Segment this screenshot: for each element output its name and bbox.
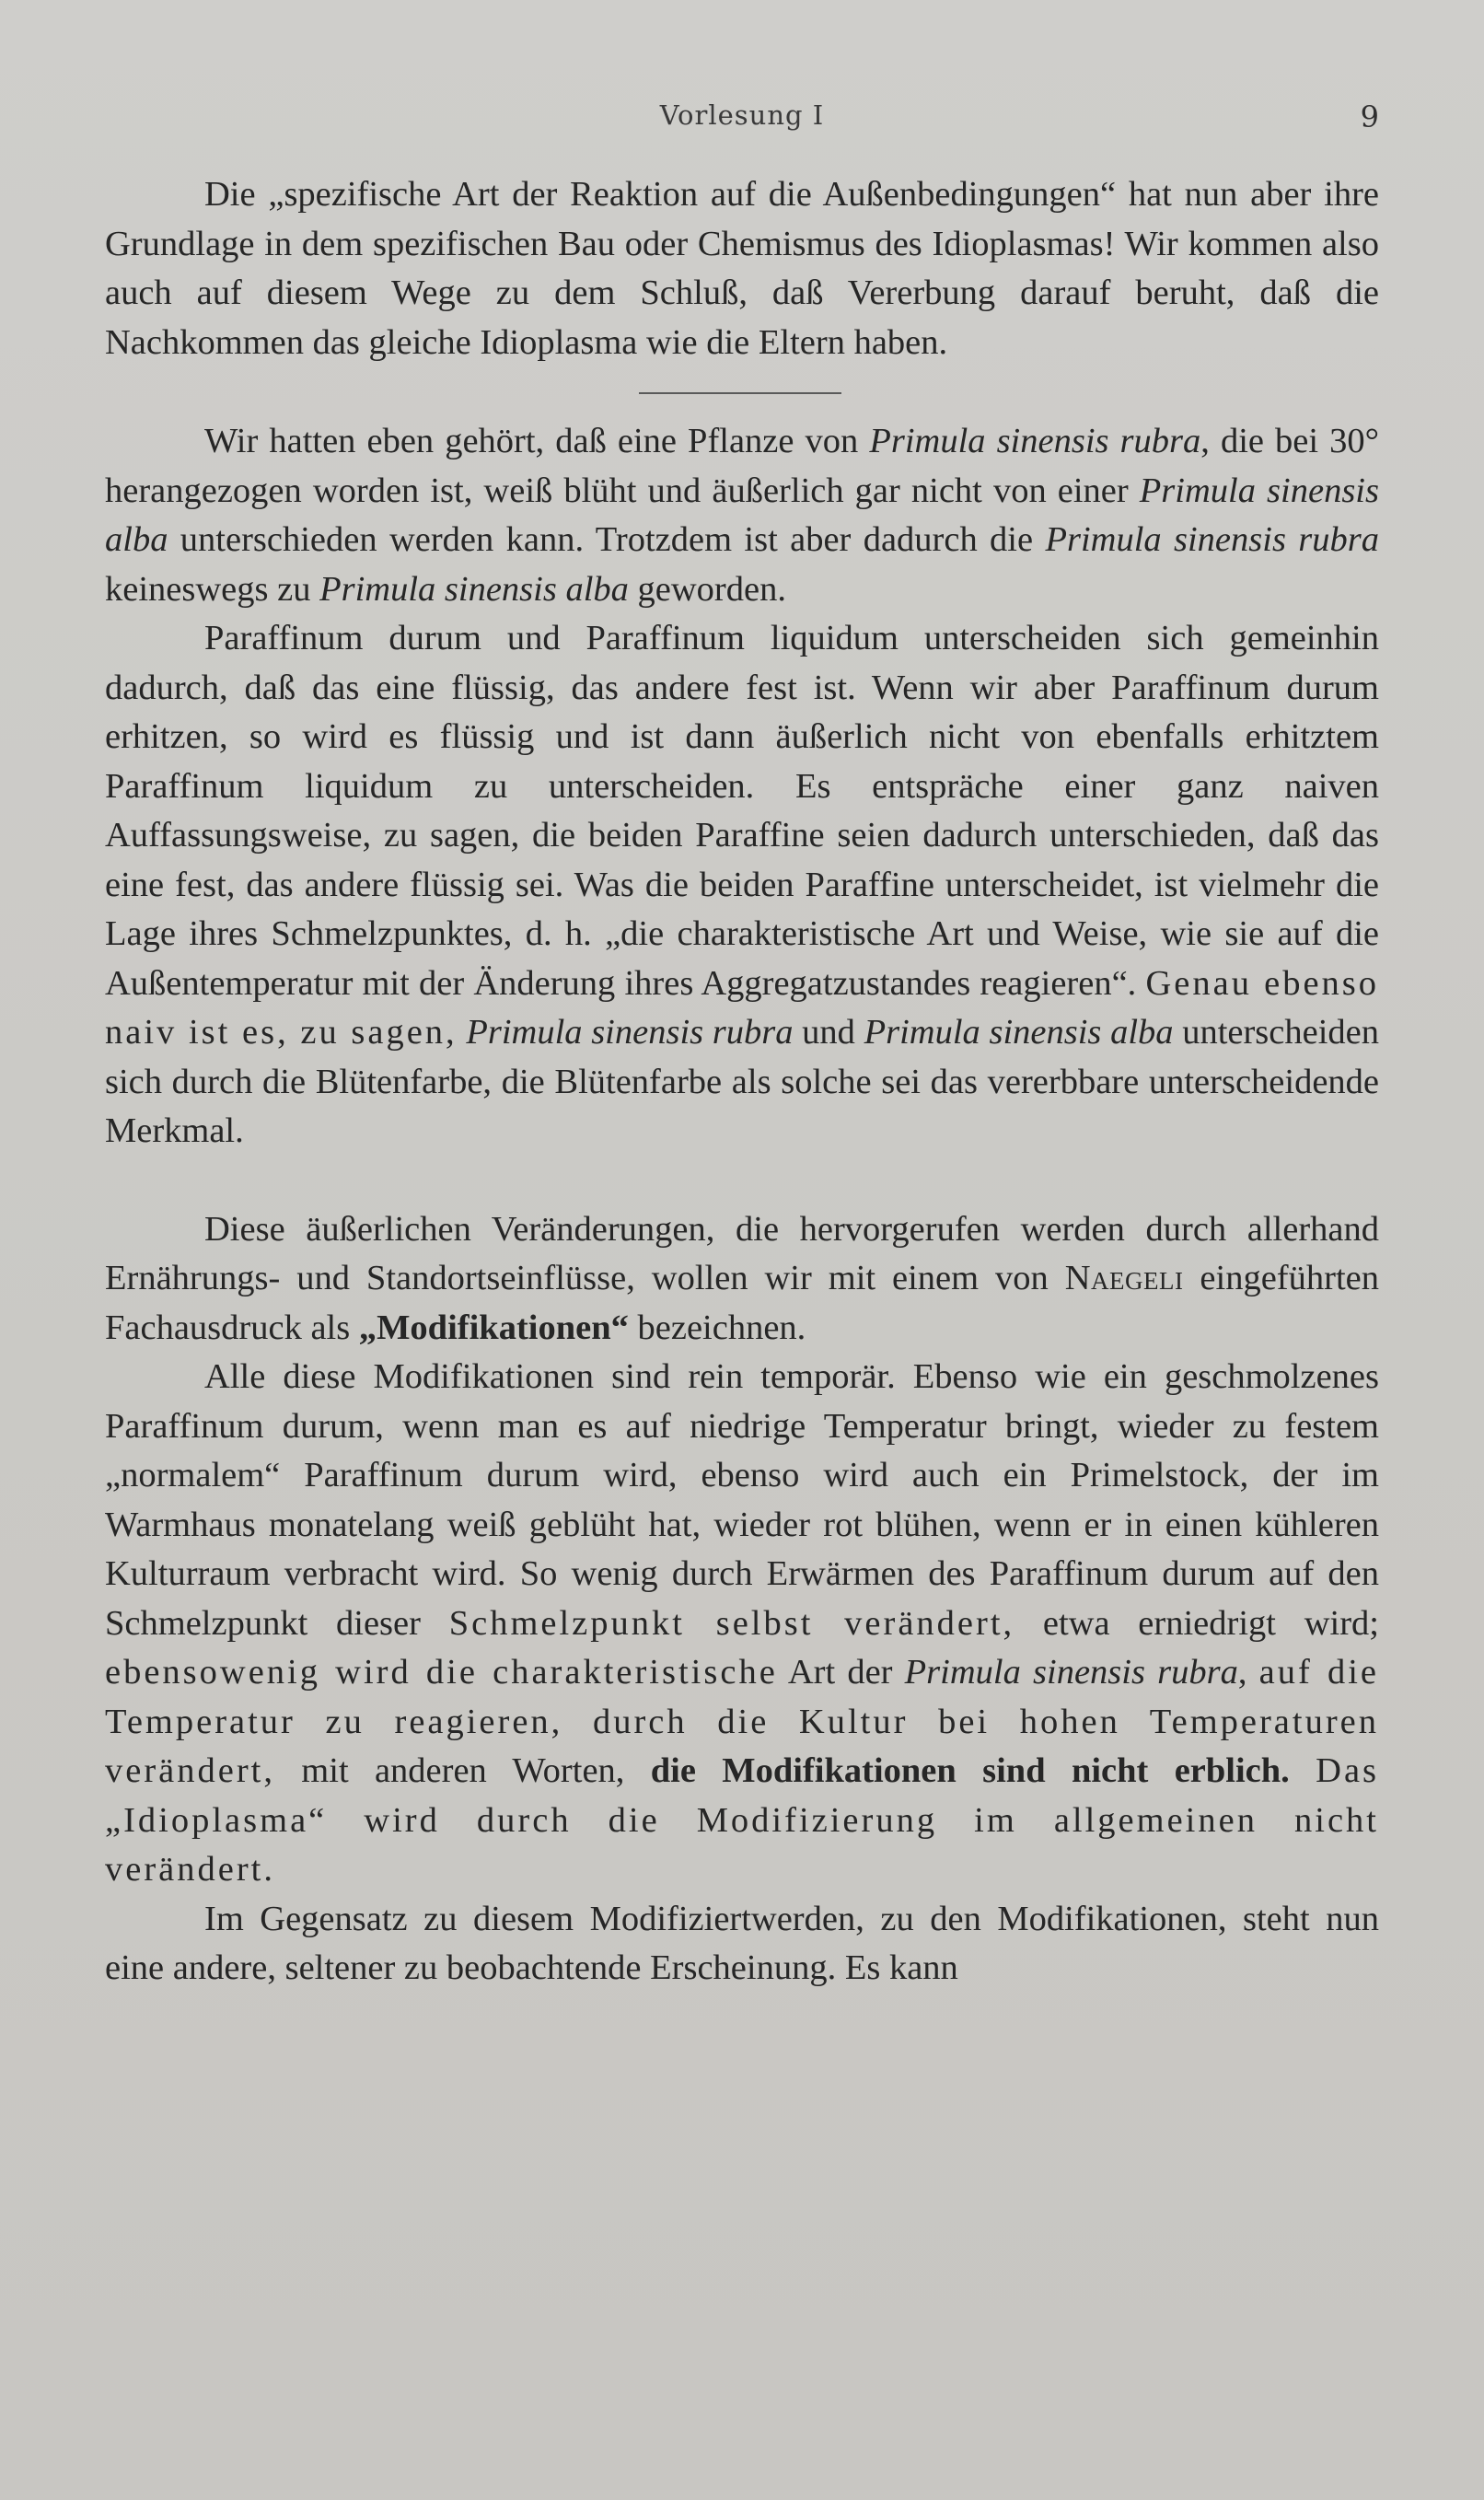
p4-author-name: Naegeli	[1064, 1259, 1184, 1297]
running-head: Vorlesung I	[659, 99, 825, 131]
p3-species-alba: Primula sinensis alba	[864, 1013, 1174, 1052]
divider-rule	[639, 392, 841, 394]
paragraph-4	[105, 1205, 1379, 1354]
p5-text-a: Alle diese Modifikationen sind rein temporär. Ebenso wie ein geschmolzenes Paraffinum durum, wenn man es auf niedrige Temperatur bringt, wieder zu festem „normalem“ Paraffinum durum wird, ebenso wird auch ein Primelstock, der im Warmhaus monatelang weiß geblüht hat, wieder rot blühen, wenn er in einen kühleren Kulturraum verbracht wird. So wenig durch Erwärmen des Paraffinum durum auf den Schmelzpunkt dieser	[105, 1357, 1379, 1643]
p5-text-c: etwa erniedrigt wird;	[1014, 1603, 1379, 1643]
p2-species-rubra-2: Primula sinensis rubra	[1045, 520, 1379, 559]
p4-text-a: Diese äußerlichen Veränderungen, die hervorgerufen werden durch allerhand Ernährungs- und Standortseinflüsse, wollen wir mit einem von	[105, 1209, 1379, 1297]
p5-spaced-text-b: Schmelzpunkt selbst verändert,	[448, 1603, 1015, 1643]
p2-text-i: geworden.	[628, 569, 786, 609]
p2-text-a: Wir hatten eben gehört, daß eine Pflanze von	[204, 422, 870, 460]
p2-species-rubra: Primula sinensis rubra	[869, 422, 1201, 460]
p3-spaced-text: Genau ebenso naiv ist es, zu sagen,	[105, 963, 1380, 1052]
paragraph-1: Die „spezifische Art der Reaktion auf die Außenbedingungen“ hat nun aber ihre Grundlage in dem spezifischen Bau oder Chemismus des Idioplasmas! Wir kommen also auch auf diesem Wege zu dem Schluß, daß Vererbung darauf beruht, daß die Nachkommen das gleiche Idioplasma wie die Eltern haben.	[105, 175, 1379, 362]
paragraph-2	[105, 417, 1379, 614]
p2-text-e: unterschieden werden kann. Trotzdem ist aber dadurch die	[168, 520, 1046, 559]
p4-text-e: bezeichnen.	[628, 1308, 806, 1347]
p3-text-c	[458, 1013, 467, 1052]
p3-text-g: unterscheiden sich durch die Blütenfarbe, die Blütenfarbe als solche sei das vererbbare unterscheidende Merkmal.	[105, 1013, 1379, 1150]
p5-spaced-text-h: auf die Temperatur zu reagieren, durch die Kultur bei hohen Temperaturen verändert,	[105, 1653, 1380, 1790]
p5-text-e: Art der	[777, 1653, 905, 1692]
p5-text-i: mit anderen Worten,	[274, 1751, 651, 1790]
p5-bold-statement: die Modifikationen sind nicht erblich.	[650, 1751, 1290, 1790]
p2-species-alba-2: Primula sinensis alba	[319, 569, 629, 609]
paragraph-6: Im Gegensatz zu diesem Modifiziertwerden, zu den Modifikationen, steht nun eine andere, seltener zu beobachtende Erscheinung. Es kann	[105, 1899, 1379, 1987]
p5-spaced-text-l: Das „Idioplasma“ wird durch die Modifizierung im allgemeinen nicht verändert.	[105, 1751, 1380, 1889]
paragraph-3	[105, 614, 1379, 1157]
p2-text-c: , die bei 30° herangezogen worden ist, weiß blüht und äußerlich gar nicht von einer	[105, 422, 1379, 510]
page-header	[105, 99, 1379, 140]
page-number: 9	[1360, 99, 1379, 134]
section-divider	[105, 367, 1379, 417]
p3-text-e: und	[793, 1013, 864, 1052]
p2-species-alba: Primula sinensis alba	[105, 471, 1379, 559]
p5-text-g: ,	[1237, 1653, 1259, 1692]
paragraph-gap	[105, 1157, 1379, 1205]
p5-species-rubra: Primula sinensis rubra	[904, 1653, 1238, 1692]
p2-text-g: keineswegs zu	[105, 569, 320, 609]
p3-species-rubra: Primula sinensis rubra	[466, 1013, 794, 1052]
p4-text-c: eingeführten Fachausdruck als	[105, 1259, 1379, 1347]
p5-spaced-text-d: ebensowenig wird die charakteristische	[105, 1653, 778, 1692]
paragraph-5	[105, 1353, 1379, 1895]
body-text	[105, 170, 1379, 1994]
p3-text-a: Paraffinum durum und Paraffinum liquidum unterscheiden sich gemeinhin dadurch, daß das eine flüssig, das andere fest ist. Wenn wir aber Paraffinum durum erhitzen, so wird es flüssig und ist dann äußerlich nicht von ebenfalls erhitztem Paraffinum liquidum zu unterscheiden. Es entspräche einer ganz naiven Auffassungsweise, zu sagen, die beiden Paraffine seien dadurch unterschieden, daß das eine fest, das andere flüssig sei. Was die beiden Paraffine unterscheidet, ist vielmehr die Lage ihres Schmelzpunktes, d. h. „die charakteristische Art und Weise, wie sie auf die Außentemperatur mit der Änderung ihres Aggregatzustandes reagieren“.	[105, 619, 1379, 1003]
p4-term-modifikationen: „Modifikationen“	[358, 1308, 629, 1347]
p5-text-k	[1290, 1751, 1316, 1790]
